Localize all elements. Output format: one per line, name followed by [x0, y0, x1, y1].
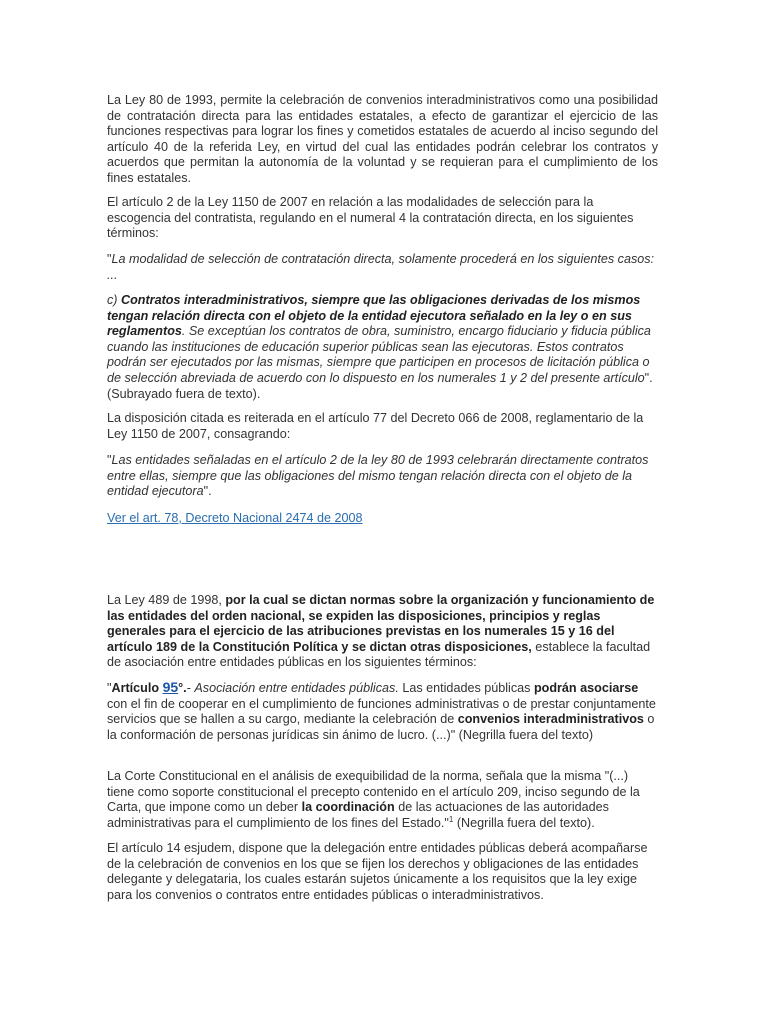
paragraph-articulo-14: El artículo 14 esjudem, dispone que la delegación entre entidades públicas deberá acompañarse de la celebración de convenios en los que se fijen los derechos y obligaciones de las entidades delegante y delegataria, los cuales estarán sujetos únicamente a los requisitos que la ley exige para los convenios o contratos entre entidades públicas o interadministrativos.	[107, 841, 648, 902]
quote-mark: "	[107, 681, 112, 695]
paragraph-literal-c	[107, 293, 658, 402]
literal-c-italic-text: . Se exceptúan los contratos de obra, suministro, encargo fiduciario y fiducia pública cuando las instituciones de educación superior públicas sean las ejecutoras. Estos contratos podrán ser ejecutados por las mismas, siempre que participen en procesos de licitación pública o de selección abreviada de acuerdo con lo dispuesto en los numerales 1 y 2 del presente artículo	[107, 324, 651, 385]
ley-489-tail: establece la facultad de asociación entre entidades públicas en los siguientes términos:	[107, 639, 651, 670]
quote-entidades	[107, 453, 658, 500]
paragraph-corte-constitucional	[107, 769, 658, 831]
paragraph-ley-489	[107, 593, 658, 671]
paragraph-decreto-066: La disposición citada es reiterada en el artículo 77 del Decreto 066 de 2008, reglamentario de la Ley 1150 de 2007, consagrando:	[107, 411, 644, 441]
corte-text-3: (Negrilla fuera del texto).	[453, 815, 595, 830]
corte-bold-coordinacion: la coordinación	[301, 800, 395, 815]
footnote-marker: 1	[448, 814, 454, 824]
articulo-bold-convenios: convenios interadministrativos	[457, 712, 644, 727]
articulo-95-link[interactable]: 95	[162, 679, 179, 695]
articulo-bold-asociarse: podrán asociarse	[533, 681, 639, 695]
articulo-text-3: o la conformación de personas jurídicas sin ánimo de lucro. (...)" (Negrilla fuera del texto)	[107, 712, 655, 742]
quote-modalidad	[107, 252, 658, 283]
reference-link-paragraph	[107, 511, 658, 527]
ley-489-title: por la cual se dictan normas sobre la organización y funcionamiento de las entidades del orden nacional, se expiden las disposiciones, principios y reglas generales para el ejercicio de las atribuciones previstas en los numerales 15 y 16 del artículo 189 de la Constitución Política y se dictan otras disposiciones,	[107, 593, 655, 654]
articulo-dash: -	[186, 681, 195, 695]
decreto-2474-link[interactable]: Ver el art. 78, Decreto Nacional 2474 de 2008	[107, 511, 363, 525]
literal-letter: c)	[107, 293, 121, 307]
articulo-degree: °.	[178, 681, 187, 695]
articulo-text-1: Las entidades públicas	[398, 681, 534, 695]
quote-mark: "	[107, 252, 112, 266]
paragraph-ley-80: La Ley 80 de 1993, permite la celebración de convenios interadministrativos como una posibilidad de contratación directa para las entidades estatales, a efecto de garantizar el ejercicio de las funciones respectivas para lograr los fines y cometidos estatales de acuerdo al inciso segundo del artículo 40 de la referida Ley, en virtud del cual las entidades podrán celebrar los contratos y acuerdos que permitan la autonomía de la voluntad y se requieran para el cumplimiento de los fines estatales.	[107, 93, 658, 185]
literal-c-bold-text: Contratos interadministrativos, siempre que las obligaciones derivadas de los mismos tengan relación directa con el objeto de la entidad ejecutora señalado en la ley o en sus reglamentos	[107, 293, 641, 339]
articulo-text-2: con el fin de cooperar en el cumplimiento de funciones administrativas o de prestar conjuntamente servicios que se hallen a su cargo, mediante la celebración de	[107, 696, 656, 727]
quote-mark: "	[107, 453, 112, 467]
articulo-heading: Asociación entre entidades públicas.	[194, 681, 399, 695]
corte-text-1: La Corte Constitucional en el análisis de exequibilidad de la norma, señala que la misma "(...) tiene como soporte constitucional el precepto contenido en el artículo 209, inciso segundo de la Carta, que impone como un deber	[107, 769, 640, 815]
quote-entidades-text: Las entidades señaladas en el artículo 2 de la ley 80 de 1993 celebrarán directamente contratos entre ellas, siempre que las obligaciones del mismo tengan relación directa con el objeto de la entidad ejecutora	[107, 453, 649, 499]
corte-text-2: de las actuaciones de las autoridades administrativas para el cumplimiento de los fines del Estado."	[107, 800, 609, 830]
ley-489-intro: La Ley 489 de 1998,	[107, 593, 226, 607]
quote-close: ".	[203, 484, 212, 499]
literal-c-note: ". (Subrayado fuera de texto).	[107, 370, 653, 401]
quote-modalidad-text: La modalidad de selección de contratación directa, solamente procederá en los siguientes casos: ...	[107, 252, 655, 282]
quote-articulo-95	[107, 680, 658, 743]
paragraph-ley-1150: El artículo 2 de la Ley 1150 de 2007 en relación a las modalidades de selección para la escogencia del contratista, regulando en el numeral 4 la contratación directa, en los siguientes términos:	[107, 195, 634, 241]
articulo-label: Artículo	[111, 681, 163, 695]
